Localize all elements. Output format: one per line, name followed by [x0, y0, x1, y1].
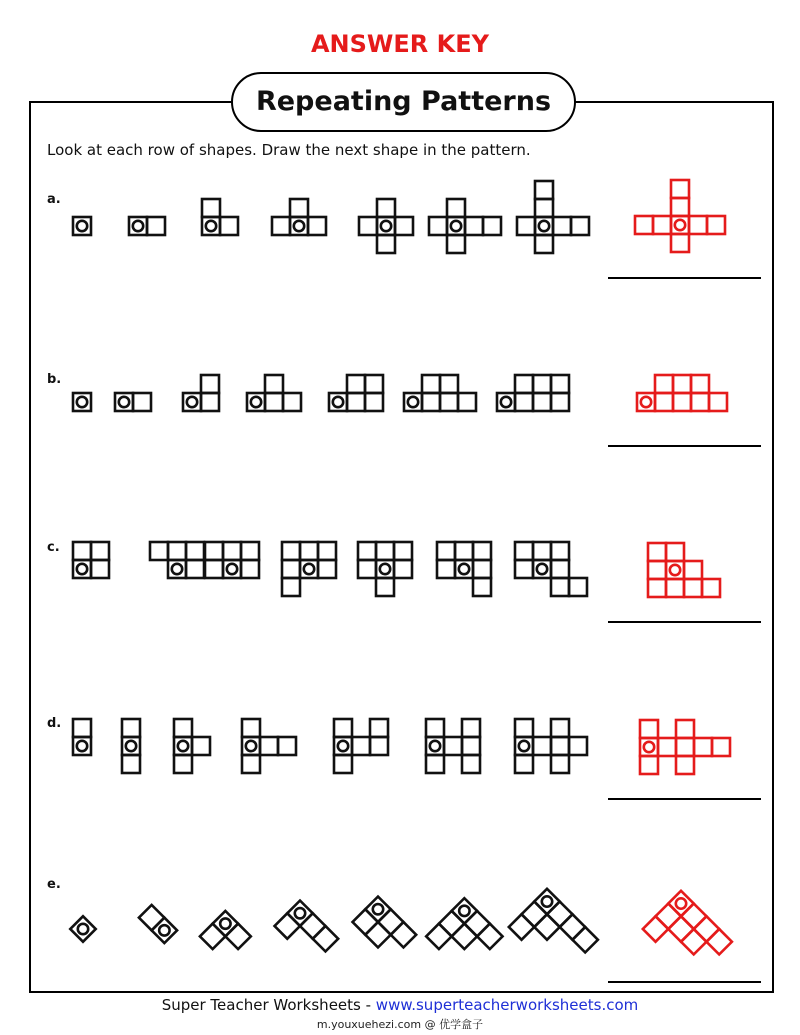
pattern-a-shape-1 [73, 217, 91, 235]
row-label-c: c. [47, 540, 60, 555]
pattern-a-shape-2 [129, 217, 165, 235]
footer-link[interactable]: www.superteacherworksheets.com [375, 996, 639, 1014]
pattern-d-shape-3 [174, 719, 210, 773]
row-label-a: a. [47, 192, 61, 207]
pattern-b-shape-1 [73, 393, 91, 411]
pattern-a-answer [635, 180, 725, 252]
page-title: Repeating Patterns [231, 72, 576, 132]
pattern-c-shape-3 [205, 542, 259, 578]
pattern-c-shape-5 [358, 542, 412, 596]
pattern-c-answer [648, 543, 720, 597]
pattern-c-shape-1 [73, 542, 109, 578]
pattern-b-answer [637, 375, 727, 411]
pattern-a-shape-7 [517, 181, 589, 253]
instructions-text: Look at each row of shapes. Draw the next shape in the pattern. [47, 141, 531, 159]
pattern-d-shape-2 [122, 719, 140, 773]
pattern-a-shape-4 [272, 199, 326, 235]
answer-key-heading: ANSWER KEY [310, 30, 490, 58]
pattern-a-shape-5 [359, 199, 413, 253]
pattern-d-shape-5 [334, 719, 388, 773]
pattern-b-shape-3 [183, 375, 219, 411]
pattern-c-shape-7 [515, 542, 587, 596]
pattern-d-shape-6 [426, 719, 480, 773]
pattern-e-shape-1 [70, 916, 95, 941]
row-label-e: e. [47, 877, 61, 892]
pattern-c-shape-4 [282, 542, 336, 596]
pattern-c-shape-2 [150, 542, 204, 578]
pattern-e-shape-3 [200, 911, 251, 962]
pattern-b-shape-6 [404, 375, 476, 411]
pattern-a-shape-6 [429, 199, 501, 253]
footer [0, 996, 800, 1014]
pattern-a-shape-3 [202, 199, 238, 235]
pattern-e-shape-5 [353, 897, 417, 961]
footer-brand: Super Teacher Worksheets - [161, 996, 376, 1014]
pattern-e-shape-6 [426, 898, 502, 974]
pattern-e-answer [643, 891, 732, 980]
pattern-d-shape-7 [515, 719, 587, 773]
pattern-d-answer [640, 720, 730, 774]
row-label-b: b. [47, 372, 62, 387]
pattern-e-shape-4 [275, 901, 339, 965]
pattern-b-shape-2 [115, 393, 151, 411]
pattern-b-shape-5 [329, 375, 383, 411]
pattern-d-shape-4 [242, 719, 296, 773]
pattern-b-shape-7 [497, 375, 569, 411]
pattern-b-shape-4 [247, 375, 301, 411]
row-label-d: d. [47, 716, 62, 731]
pattern-d-shape-1 [73, 719, 91, 755]
watermark-text: m.youxuehezi.com @ 优学盒子 [316, 1018, 484, 1031]
pattern-e-shape-2 [139, 905, 177, 943]
pattern-e-shape-7 [509, 889, 598, 978]
pattern-c-shape-6 [437, 542, 491, 596]
